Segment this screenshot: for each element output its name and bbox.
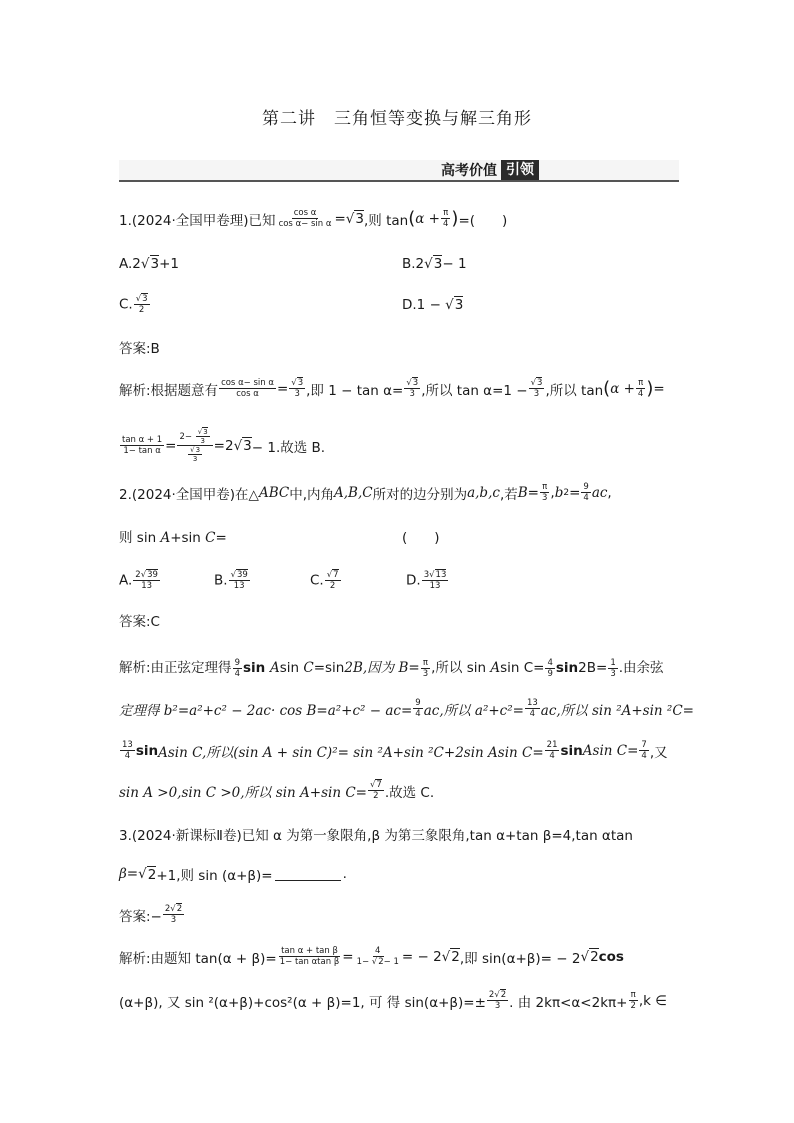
q1-options-row2 bbox=[119, 294, 679, 315]
q2-stem-2: 则 sin A+sin C= ( ) bbox=[119, 530, 440, 546]
page-title: 第二讲 三角恒等变换与解三角形 bbox=[262, 109, 532, 129]
q2-solution-1: 解析:由正弦定理得 $\frac{9}{4}$ sin Asin C=sin2B,因为 B= $\frac{\pi}{3}$ ,所以 sin Asin C= $\frac{4}{9}$ sin2B= $\frac{1}{3}$ .由余弦 bbox=[119, 657, 664, 679]
q3-stem-2: β= √ 2 +1,则 sin (α+β)= . bbox=[119, 866, 347, 884]
q1-option-a[interactable]: A.2√3+1 bbox=[119, 256, 179, 272]
q2-option-a[interactable]: A. $\frac{2√39}{13}$ bbox=[119, 570, 158, 591]
q2-stem: 2.(2024·全国甲卷)在△ ABC 中,内角 A,B,C 所对的边分别为 a,b,c ,若 B = $\frac{\pi}{3}$ , b 2 = $\frac{9}{4}$ ac , bbox=[119, 482, 612, 503]
q3-answer-blank[interactable] bbox=[275, 868, 341, 881]
q1-options-row1 bbox=[119, 256, 679, 272]
q2-solution-3: $\frac{13}{4}$ sin Asin C,所以(sin A + sin C)²= sin ²A+sin ²C+2sin Asin C= $\frac{21}{4}$ sin Asin C= $\frac{7}{4}$ ,又 bbox=[122, 740, 668, 761]
q2-answer: 答案:C bbox=[119, 614, 160, 630]
q1-solution-1: 解析:根据题意有 $\frac{\text{cos α− sin α}}{\text{cos α}}$ = $\frac{√3}{3}$ ,即 1 − tan α= $\frac{√3}{3}$ ,所以 tan α=1 − $\frac{√3}{3}$ ,所以 tan ( α + $\frac{\pi}{4}$ ) = bbox=[119, 378, 665, 399]
q1-answer: 答案:B bbox=[119, 341, 160, 357]
q2-solution-2: 定理得 b²=a²+c² − 2ac· cos B=a²+c² − ac= $\frac{9}{4}$ ac,所以 a²+c²= $\frac{13}{4}$ ac,所以 sin ²A+sin ²C= bbox=[119, 698, 694, 719]
section-banner bbox=[119, 160, 679, 182]
q1-fraction: $\frac{\text{cos α}}{\text{cos α− sin α}}$ bbox=[278, 208, 332, 229]
q2-solution-4: sin A >0,sin C >0,所以 sin A+sin C= $\frac{√7}{2}$ .故选 C. bbox=[119, 780, 435, 801]
q3-answer: 答案:− $\frac{2√2}{3}$ bbox=[119, 904, 183, 925]
q1-option-b[interactable]: B.2√3− 1 bbox=[402, 256, 467, 272]
q1-solution-2: $\frac{\text{tan α + 1}}{\text{1− tan α}}$ = 2− $\frac{√3}{3}$ $\frac{√3}{3}$ =2 √ 3 − 1.故选 B. bbox=[122, 428, 326, 463]
q2-option-b[interactable]: B. $\frac{√39}{13}$ bbox=[214, 570, 248, 591]
q1-stem: 1.(2024·全国甲卷理)已知 $\frac{\text{cos α}}{\text{cos α− sin α}}$ = √3 ,则 tan ( α + $\frac{\pi}{4}$ ) =( ) bbox=[119, 208, 508, 229]
q2-option-d[interactable]: D. $\frac{3√13}{13}$ bbox=[406, 570, 447, 591]
banner-label bbox=[441, 160, 539, 180]
banner-tag: 引领 bbox=[501, 160, 539, 180]
q2-option-c[interactable]: C. $\frac{√7}{2}$ bbox=[310, 570, 339, 591]
q2-options bbox=[119, 570, 679, 591]
banner-text: 高考价值 bbox=[441, 163, 497, 179]
q1-option-d[interactable]: D.1 − √3 bbox=[402, 296, 464, 313]
q1-option-c[interactable]: C. $\frac{√3}{2}$ bbox=[119, 294, 148, 315]
q3-stem: 3.(2024·新课标Ⅱ卷)已知 α 为第一象限角,β 为第三象限角,tan α+tan β=4,tan αtan bbox=[119, 828, 633, 844]
q3-solution-2: (α+β), 又 sin ²(α+β)+cos²(α + β)=1, 可 得 sin(α+β)=± $\frac{2√2}{3}$ . 由 2kπ<α<2kπ+ $\frac{\pi}{2}$ ,k ∈ bbox=[119, 990, 668, 1011]
q3-solution-1: 解析:由题知 tan(α + β)= $\frac{\text{tan α + tan β}}{\text{1− tan αtan β}}$ = $\frac{4}{1- √2- 1}$ = − 2 √ 2 ,即 sin(α+β)= − 2 √ 2 cos bbox=[119, 946, 624, 967]
